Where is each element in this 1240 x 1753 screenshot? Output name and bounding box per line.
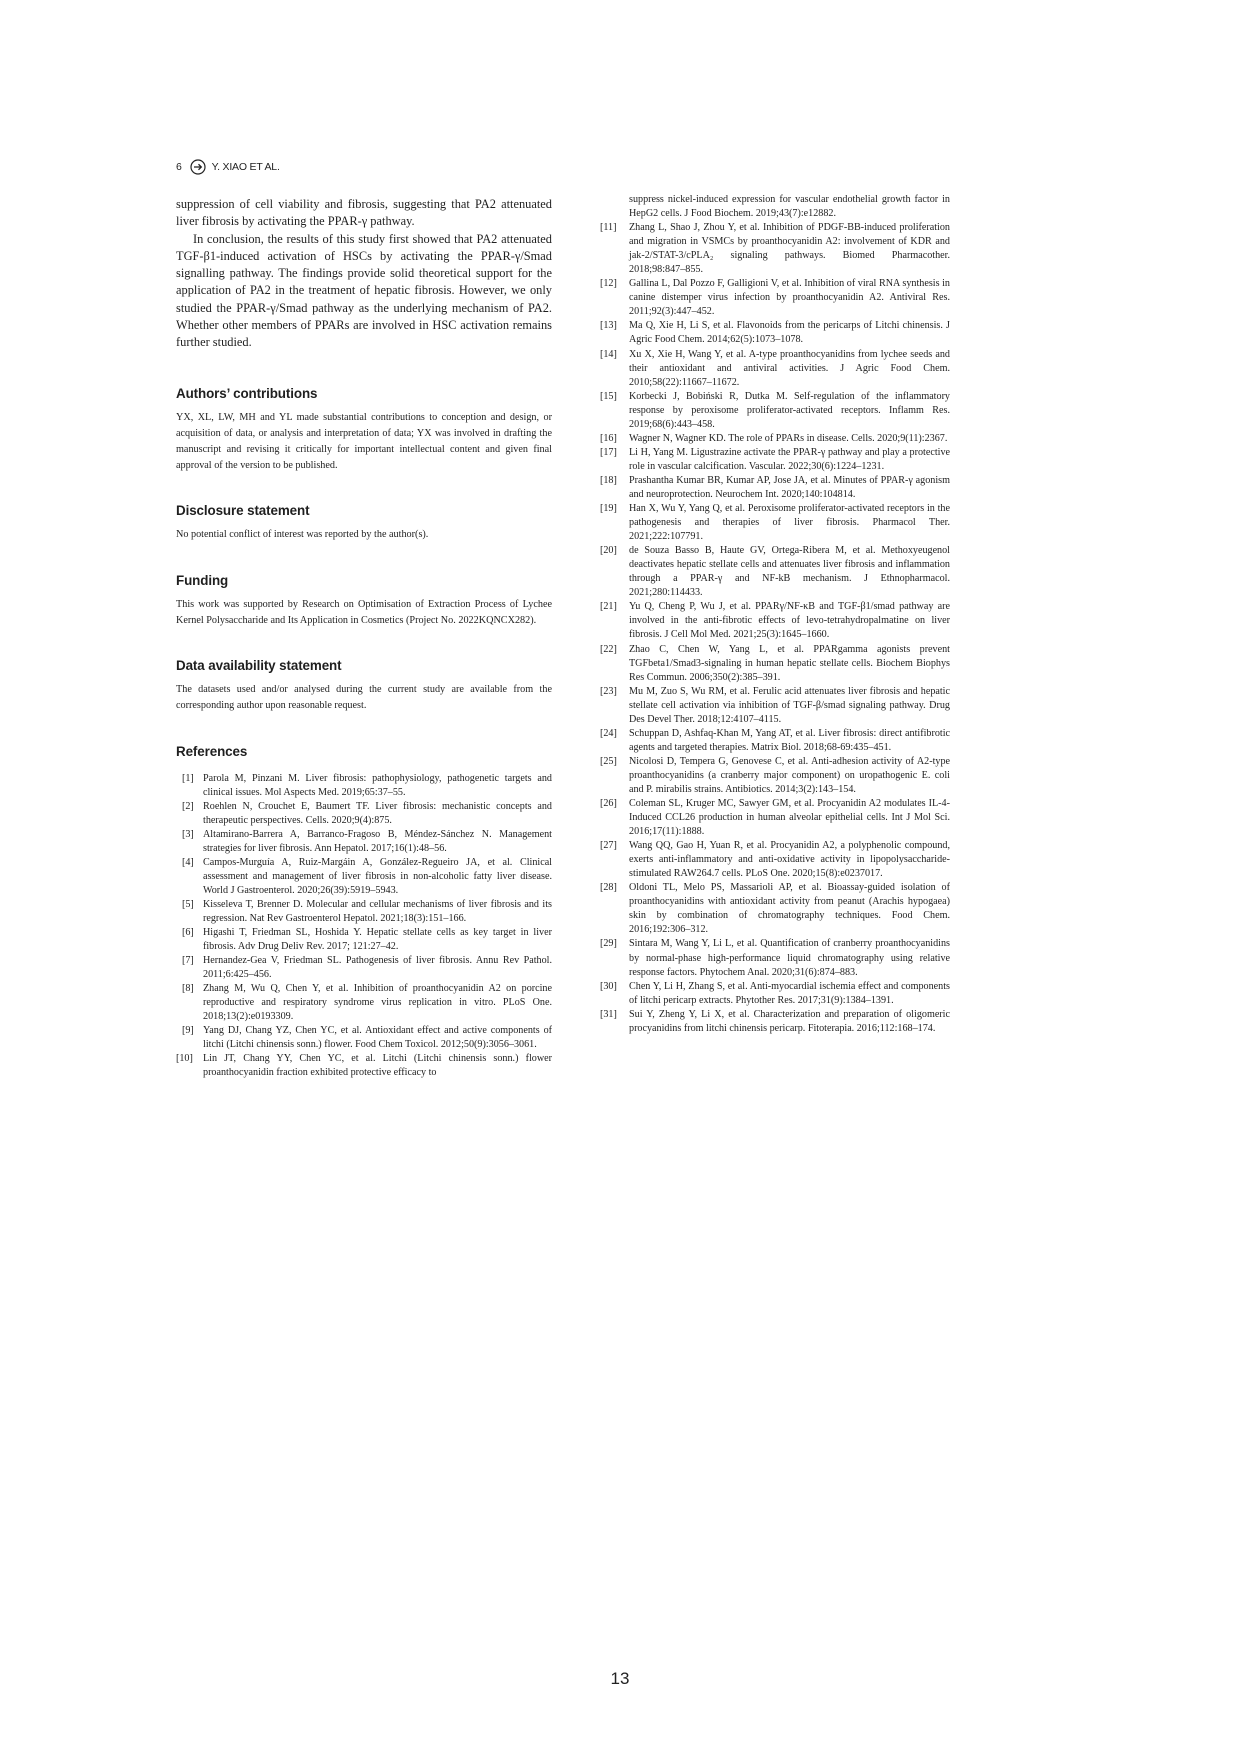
- references-heading: References: [176, 743, 248, 759]
- reference-item: [11] Zhang L, Shao J, Zhou Y, et al. Inhibition of PDGF-BB-induced proliferation and migration in VSMCs by proanthocyanidin A2: involvement of KDR and jak-2/STAT-3/cPLA₂ signaling pathways. Biomed Pharmacother. 2018;98:847–855.: [600, 222, 950, 276]
- disclosure-text: No potential conflict of interest was reported by the author(s).: [176, 529, 429, 541]
- reference-item: [13] Ma Q, Xie H, Li S, et al. Flavonoids from the pericarps of Litchi chinensis. J Agric Food Chem. 2014;62(5):1073–1078.: [600, 320, 950, 346]
- header-page-number: 6: [176, 161, 182, 173]
- reference-item: [24] Schuppan D, Ashfaq-Khan M, Yang AT, et al. Liver fibrosis: direct antifibrotic agents and targeted therapies. Matrix Biol. 2018;68-69:435–451.: [600, 727, 950, 753]
- reference-item: [18] Prashantha Kumar BR, Kumar AP, Jose JA, et al. Minutes of PPAR-γ agonism and neuroprotection. Neurochem Int. 2020;140:104814.: [600, 474, 950, 500]
- data-availability-text: The datasets used and/or analysed during the current study are available from the corresponding author upon reasonable request.: [176, 684, 552, 712]
- reference-item: [17] Li H, Yang M. Ligustrazine activate the PPAR-γ pathway and play a protective role in vascular calcification. Vascular. 2022;30(6):1224–1231.: [600, 446, 950, 472]
- reference-item: [27] Wang QQ, Gao H, Yuan R, et al. Procyanidin A2, a polyphenolic compound, exerts anti-inflammatory and anti-oxidative activity in lipopolysaccharide-stimulated RAW264.7 cells. PLoS One. 2020;15(8):e0237017.: [600, 840, 950, 880]
- funding-text: This work was supported by Research on Optimisation of Extraction Process of Lychee Kernel Polysaccharide and Its Application in Cosmetics (Project No. 2022KQNCX282).: [176, 598, 552, 626]
- reference-item: [8] Zhang M, Wu Q, Chen Y, et al. Inhibition of proanthocyanidin A2 on porcine reproductive and respiratory syndrome virus replication in vitro. PLoS One. 2018;13(2):e0193309.: [182, 983, 552, 1023]
- header-authors: Y. XIAO ET AL.: [211, 161, 280, 173]
- funding-heading: Funding: [176, 572, 229, 588]
- reference-item: [9] Yang DJ, Chang YZ, Chen YC, et al. Antioxidant effect and active components of litchi (Litchi chinensis sonn.) flower. Food Chem Toxicol. 2012;50(9):3056–3061.: [182, 1025, 552, 1051]
- reference-item: [3] Altamirano-Barrera A, Barranco-Fragoso B, Méndez-Sánchez N. Management strategies for liver fibrosis. Ann Hepatol. 2017;16(1):48–56.: [182, 828, 552, 854]
- reference-item: [4] Campos-Murguía A, Ruiz-Margáin A, González-Regueiro JA, et al. Clinical assessment and management of liver fibrosis in non-alcoholic fatty liver disease. World J Gastroenterol. 2020;26(39):5919–5943.: [182, 856, 552, 896]
- journal-logo-icon: [190, 159, 206, 175]
- reference-item: [20] de Souza Basso B, Haute GV, Ortega-Ribera M, et al. Methoxyeugenol deactivates hepatic stellate cells and attenuates liver fibrosis and inflammation through a PPAR-γ and NF-kB mechanism. J Ethnopharmacol. 2021;280:114433.: [600, 545, 950, 599]
- reference-item: [5] Kisseleva T, Brenner D. Molecular and cellular mechanisms of liver fibrosis and its regression. Nat Rev Gastroenterol Hepatol. 2021;18(3):151–166.: [182, 898, 552, 924]
- right-column: [600, 193, 950, 1036]
- reference-item: [28] Oldoni TL, Melo PS, Massarioli AP, et al. Bioassay-guided isolation of proanthocyanidins with antioxidant activity from peanut (Arachis hypogaea) skin by combination of chromatography techniques. Food Chem. 2016;192:306–312.: [600, 882, 950, 936]
- reference-item: [25] Nicolosi D, Tempera G, Genovese C, et al. Anti-adhesion activity of A2-type proanthocyanidins (a cranberry major component) on uropathogenic E. coli and P. mirabilis strains. Antibiotics. 2014;3(2):143–154.: [600, 755, 950, 795]
- contributions-text: YX, XL, LW, MH and YL made substantial contributions to conception and design, or acquisition of data, or analysis and interpretation of data; YX was involved in drafting the manuscript and revising it critically for important intellectual content and given final approval of the version to be published.: [176, 411, 552, 472]
- reference-item: [30] Chen Y, Li H, Zhang S, et al. Anti-myocardial ischemia effect and components of litchi pericarp extracts. Phytother Res. 2017;31(9):1384–1391.: [600, 980, 950, 1006]
- reference-item: [29] Sintara M, Wang Y, Li L, et al. Quantification of cranberry proanthocyanidins by normal-phase high-performance liquid chromatography using relative response factors. Phytochem Anal. 2020;31(6):874–883.: [600, 938, 950, 978]
- reference-item: [10] Lin JT, Chang YY, Chen YC, et al. Litchi (Litchi chinensis sonn.) flower proanthocyanidin fraction exhibited protective efficacy to: [176, 1053, 552, 1079]
- footer-page-number: 13: [610, 1669, 630, 1688]
- running-head: [176, 159, 280, 175]
- reference-item: [31] Sui Y, Zheng Y, Li X, et al. Characterization and preparation of oligomeric procyanidins from litchi chinensis pericarp. Fitoterapia. 2016;112:168–174.: [600, 1008, 950, 1034]
- reference-item: [7] Hernandez-Gea V, Friedman SL. Pathogenesis of liver fibrosis. Annu Rev Pathol. 2011;6:425–456.: [182, 955, 552, 981]
- reference-item: [26] Coleman SL, Kruger MC, Sawyer GM, et al. Procyanidin A2 modulates IL-4-Induced CCL26 production in human alveolar epithelial cells. Int J Mol Sci. 2016;17(11):1888.: [600, 798, 950, 838]
- reference-item: [2] Roehlen N, Crouchet E, Baumert TF. Liver fibrosis: mechanistic concepts and therapeutic perspectives. Cells. 2020;9(4):875.: [182, 800, 552, 826]
- references-list-left: [176, 772, 552, 1081]
- disclosure-heading: Disclosure statement: [176, 503, 310, 519]
- reference-item: [12] Gallina L, Dal Pozzo F, Galligioni V, et al. Inhibition of viral RNA synthesis in canine distemper virus infection by proanthocyanidin A2. Antiviral Res. 2011;92(3):447–452.: [600, 278, 950, 318]
- reference-item: [22] Zhao C, Chen W, Yang L, et al. PPARgamma agonists prevent TGFbeta1/Smad3-signaling in human hepatic stellate cells. Biochem Biophys Res Commun. 2006;350(2):385–391.: [600, 643, 950, 683]
- data-availability-heading: Data availability statement: [176, 658, 342, 674]
- reference-item: [14] Xu X, Xie H, Wang Y, et al. A-type proanthocyanidins from lychee seeds and their antioxidant and antiviral activities. J Agric Food Chem. 2010;58(22):11667–11672.: [600, 348, 950, 388]
- reference-item: [16] Wagner N, Wagner KD. The role of PPARs in disease. Cells. 2020;9(11):2367.: [600, 432, 948, 444]
- references-list-right: [600, 193, 950, 1036]
- conclusion-paragraph: In conclusion, the results of this study first showed that PA2 attenuated TGF-β1-induced activation of HSCs by activating the PPAR-γ/Smad signalling pathway. The findings provide solid theoretical support for the application of PA2 in the treatment of hepatic fibrosis. However, we only studied the PPAR-γ/Smad pathway as the underlying mechanism of PA2. Whether other members of PPARs are involved in HSC activation remains further studied.: [176, 231, 552, 350]
- reference-item: [15] Korbecki J, Bobiński R, Dutka M. Self-regulation of the inflammatory response by peroxisome proliferator-activated receptors. Inflamm Res. 2019;68(6):443–458.: [600, 390, 950, 430]
- reference-item: [21] Yu Q, Cheng P, Wu J, et al. PPARγ/NF-κB and TGF-β1/smad pathway are involved in the anti-fibrotic effects of levo-tetrahydropalmatine on liver fibrosis. J Cell Mol Med. 2021;25(3):1645–1660.: [600, 601, 950, 641]
- reference-item: [23] Mu M, Zuo S, Wu RM, et al. Ferulic acid attenuates liver fibrosis and hepatic stellate cell activation via inhibition of TGF-β/smad signaling pathway. Drug Des Devel Ther. 2018;12:4107–4115.: [600, 685, 950, 725]
- left-column: [176, 196, 552, 1081]
- reference-item: [1] Parola M, Pinzani M. Liver fibrosis: pathophysiology, pathogenetic targets and clinical issues. Mol Aspects Med. 2019;65:37–55.: [182, 772, 552, 798]
- reference-item: [6] Higashi T, Friedman SL, Hoshida Y. Hepatic stellate cells as key target in liver fibrosis. Adv Drug Deliv Rev. 2017; 121:27–42.: [182, 927, 552, 953]
- body-paragraph: suppression of cell viability and fibrosis, suggesting that PA2 attenuated liver fibrosis by activating the PPAR-γ pathway.: [176, 197, 552, 229]
- reference-item: [19] Han X, Wu Y, Yang Q, et al. Peroxisome proliferator-activated receptors in the pathogenesis and therapies of liver fibrosis. Pharmacol Ther. 2021;222:107791.: [600, 503, 950, 543]
- reference-continuation: suppress nickel-induced expression for vascular endothelial growth factor in HepG2 cells. J Food Biochem. 2019;43(7):e12882.: [629, 194, 950, 220]
- contributions-heading: Authors’ contributions: [176, 385, 318, 401]
